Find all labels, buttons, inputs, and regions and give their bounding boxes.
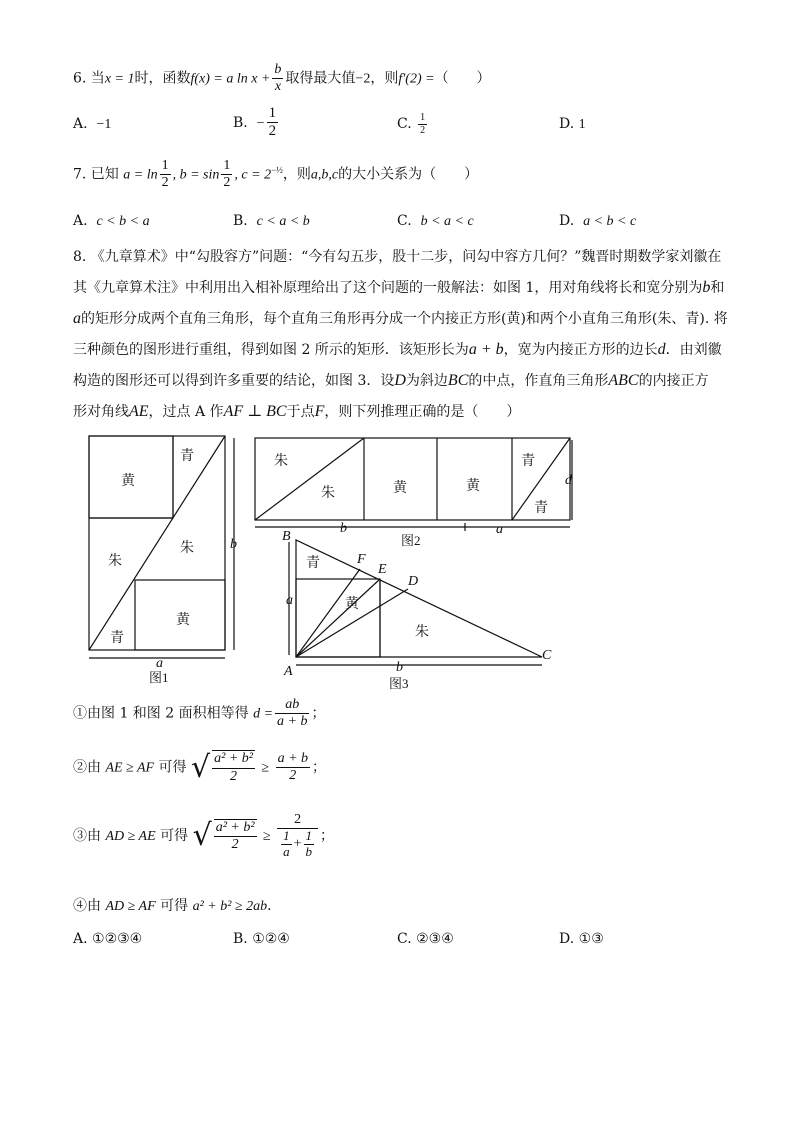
svg-text:D: D xyxy=(408,574,419,589)
q6-option-b: B. − $\frac{1}{2}$ xyxy=(233,105,277,140)
svg-text:a: a xyxy=(156,656,163,671)
fig3-caption: 图3 xyxy=(389,676,409,691)
svg-text:朱: 朱 xyxy=(321,486,335,501)
svg-text:d: d xyxy=(565,473,572,488)
svg-text:青: 青 xyxy=(110,631,124,646)
figure-3 xyxy=(289,540,542,665)
sqrt-symbol: √ $\frac{\text{a² + b²}}{2}$ xyxy=(191,750,253,785)
svg-text:青: 青 xyxy=(306,556,320,571)
svg-text:青: 青 xyxy=(180,449,194,464)
svg-text:E: E xyxy=(378,562,387,577)
q8-option-b: B. ①②④ xyxy=(233,931,290,947)
svg-text:C: C xyxy=(542,648,552,663)
svg-text:a: a xyxy=(496,522,503,537)
q8-line-5: 构造的图形还可以得到许多重要的结论，如图 3．设D为斜边BC的中点，作直角三角形ABC的内接正方 xyxy=(73,372,709,389)
q8-option-a: A. ①②③④ xyxy=(73,931,143,947)
q6-option-a: A. −1 xyxy=(73,116,112,132)
q7-option-d: D. a < b < c xyxy=(559,213,637,229)
svg-text:朱: 朱 xyxy=(274,454,288,469)
fig3-ae xyxy=(296,579,380,657)
q7-option-b: B. c < a < b xyxy=(233,213,310,229)
figures xyxy=(0,430,794,730)
q7-option-a: A. c < b < a xyxy=(73,213,150,229)
q8-line-1: 8. 《九章算术》中“勾股容方”问题：“今有勾五步，股十二步，问勾中容方几何？”魏晋时期数学家刘徽在 xyxy=(73,249,722,265)
fig3-af xyxy=(296,569,360,657)
q8-option-c: C. ②③④ xyxy=(397,931,454,947)
svg-text:B: B xyxy=(282,529,291,544)
q7-option-c: C. b < a < c xyxy=(397,213,474,229)
svg-text:黄: 黄 xyxy=(176,613,190,628)
q6-option-d: D. 1 xyxy=(559,116,586,132)
svg-text:青: 青 xyxy=(534,501,548,516)
svg-text:朱: 朱 xyxy=(180,541,194,556)
q8-line-4: 三种颜色的图形进行重组，得到如图 2 所示的矩形．该矩形长为a + b，宽为内接正方形的边长d．由刘徽 xyxy=(73,341,722,358)
statement-1: ①由图 1 和图 2 面积相等得 d = $\frac{ab}{a + b}$ ； xyxy=(73,697,326,730)
statement-4: ④由 AD ≥ AF 可得 a² + b² ≥ 2ab． xyxy=(73,898,282,914)
svg-text:黄: 黄 xyxy=(466,479,480,494)
statement-2: ②由 AE ≥ AF 可得 √ $\frac{\text{a² + b²}}{2}$ ≥ $\frac{a + b}{2}$ ； xyxy=(73,750,327,785)
svg-text:黄: 黄 xyxy=(393,481,407,496)
svg-text:朱: 朱 xyxy=(415,625,429,640)
q6-option-c: C. $\frac{1}{2}$ xyxy=(397,112,426,136)
q8-line-3: a的矩形分成两个直角三角形，每个直角三角形再分成一个内接正方形(黄)和两个小直角三角形(朱、青). 将 xyxy=(73,310,728,327)
svg-text:朱: 朱 xyxy=(108,554,122,569)
svg-text:黄: 黄 xyxy=(121,474,135,489)
svg-text:a: a xyxy=(286,593,293,608)
q8-line-2: 其《九章算术注》中利用出入相补原理给出了这个问题的一般解法：如图 1，用对角线将长和宽分别为b和 xyxy=(73,279,725,296)
q8-line-6: 形对角线AE，过点 A 作AF ⊥ BC于点F，则下列推理正确的是（ ） xyxy=(73,403,521,420)
svg-text:F: F xyxy=(357,552,366,567)
svg-text:黄: 黄 xyxy=(345,597,359,612)
svg-text:b: b xyxy=(340,521,347,536)
svg-text:b: b xyxy=(396,660,403,675)
svg-text:b: b xyxy=(230,537,237,552)
q6-stem: 6. 当x = 1时，函数f(x) = a ln x + $\frac{b}{x}$ 取得最大值−2，则f′(2) =（ ） xyxy=(73,62,491,95)
svg-text:A: A xyxy=(284,664,293,679)
fig1-caption: 图1 xyxy=(149,670,169,685)
statement-3: ③由 AD ≥ AE 可得 √ $\frac{\text{a² + b²}}{2}$ ≥ 2 $\frac{1}{a}$ + $\frac{1}{b}$ ； xyxy=(73,812,335,860)
figure-2 xyxy=(255,438,572,531)
q7-stem: 7. 已知 a = ln $\frac{1}{2}$ , b = sin $\frac{1}{2}$ , $c = 2^{-\frac{1}{2}}$，则a,b,c的大小关系为（ ） xyxy=(73,158,479,191)
q6-fraction: $\frac{b}{x}$ xyxy=(274,62,282,95)
fig2-rectangle xyxy=(255,438,570,520)
figure-1 xyxy=(89,436,234,658)
fig2-caption: 图2 xyxy=(401,533,421,548)
fig1-diagonal xyxy=(89,436,225,650)
svg-text:青: 青 xyxy=(521,454,535,469)
q8-option-d: D. ①③ xyxy=(559,931,604,947)
